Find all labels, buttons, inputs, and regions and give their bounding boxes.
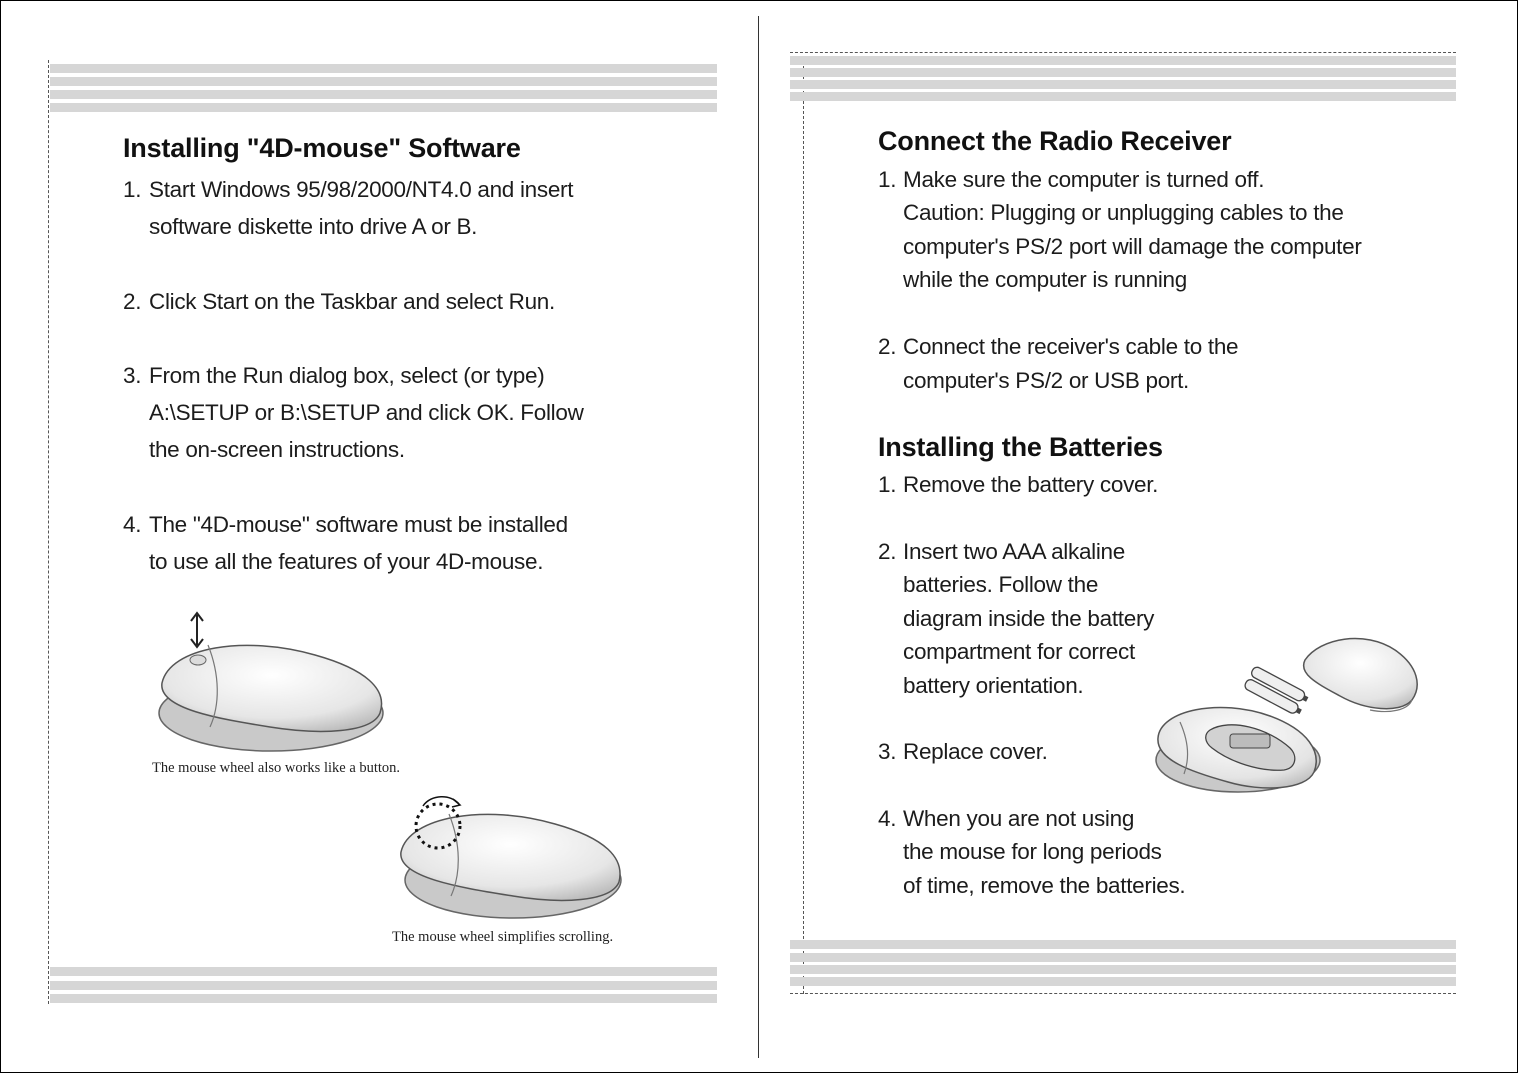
caption-wheel-scroll: The mouse wheel simplifies scrolling. — [392, 929, 614, 945]
mouse-wheel-button-illustration — [150, 605, 395, 755]
step-line: The "4D-mouse" software must be installed — [149, 512, 568, 537]
right-bottom-guide — [790, 993, 1456, 994]
left-top-stripes — [50, 64, 717, 112]
step-line: From the Run dialog box, select (or type) — [149, 363, 545, 388]
batteries-heading: Installing the Batteries — [878, 432, 1163, 462]
step-line: Insert two AAA alkaline — [903, 539, 1125, 564]
step-number: 3. — [878, 739, 897, 764]
center-fold-line — [758, 16, 759, 1058]
step-line: Click Start on the Taskbar and select Run. — [149, 289, 555, 314]
software-install-heading: Installing "4D-mouse" Software — [123, 133, 521, 163]
step-line: Replace cover. — [903, 739, 1048, 764]
step-line: Remove the battery cover. — [903, 472, 1159, 497]
step-number: 1. — [878, 472, 897, 497]
step-number: 2. — [123, 289, 142, 314]
caption-wheel-button: The mouse wheel also works like a button. — [152, 760, 401, 776]
step-line: software diskette into drive A or B. — [149, 214, 478, 239]
step-line: diagram inside the battery — [903, 606, 1155, 631]
step-line: while the computer is running — [903, 267, 1187, 292]
step-line: of time, remove the batteries. — [903, 873, 1186, 898]
step-line: Connect the receiver's cable to the — [903, 334, 1239, 359]
step-number: 1. — [123, 177, 142, 202]
step-line: battery orientation. — [903, 673, 1084, 698]
left-margin-guide — [48, 60, 49, 1004]
right-margin-guide — [803, 56, 804, 994]
mouse-body-open — [1156, 707, 1320, 792]
mouse-wheel-scroll-illustration — [395, 792, 630, 927]
right-top-guide — [790, 52, 1456, 53]
step-line: computer's PS/2 or USB port. — [903, 368, 1190, 393]
right-bottom-stripes — [790, 940, 1456, 986]
battery-cover — [1304, 639, 1418, 712]
aaa-batteries-icon — [1243, 666, 1309, 717]
step-number: 2. — [878, 539, 897, 564]
step-line: A:\SETUP or B:\SETUP and click OK. Follow — [149, 400, 584, 425]
step-line: When you are not using — [903, 806, 1135, 831]
left-bottom-stripes — [50, 967, 717, 1003]
step-line: the on-screen instructions. — [149, 437, 405, 462]
step-line: compartment for correct — [903, 639, 1135, 664]
step-line: Caution: Plugging or unplugging cables to the — [903, 200, 1344, 225]
step-number: 1. — [878, 167, 897, 192]
radio-receiver-heading: Connect the Radio Receiver — [878, 126, 1232, 156]
step-number: 3. — [123, 363, 142, 388]
step-line: the mouse for long periods — [903, 839, 1162, 864]
step-line: Make sure the computer is turned off. — [903, 167, 1265, 192]
step-line: computer's PS/2 port will damage the computer — [903, 234, 1362, 259]
step-number: 4. — [123, 512, 142, 537]
step-line: batteries. Follow the — [903, 572, 1099, 597]
up-down-arrow-icon — [191, 613, 203, 647]
battery-install-illustration — [1150, 630, 1425, 805]
right-top-stripes — [790, 56, 1456, 101]
step-line: Start Windows 95/98/2000/NT4.0 and insert — [149, 177, 574, 202]
step-line: to use all the features of your 4D-mouse. — [149, 549, 544, 574]
step-number: 4. — [878, 806, 897, 831]
step-number: 2. — [878, 334, 897, 359]
